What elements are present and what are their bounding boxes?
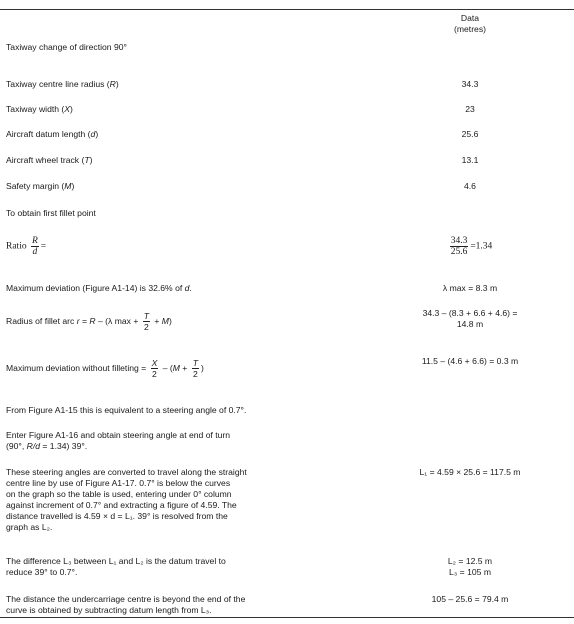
bottom-rule	[0, 617, 574, 618]
ratio-formula: Ratio $\frac{R}{d}$ =	[6, 236, 47, 257]
row-value: 13.1	[461, 155, 479, 165]
row-value: 11.5 – (4.6 + 6.6) = 0.3 m	[421, 356, 519, 366]
row-value: λ max = 8.3 m	[442, 283, 498, 293]
column-header-line1: Data	[460, 13, 480, 23]
row-value: 25.6	[461, 129, 479, 139]
row-label: Aircraft datum length (d)	[6, 129, 99, 139]
row-label: The distance the undercarriage centre is beyond the end of the curve is obtained by subtracting datum length from L₃.	[6, 594, 246, 615]
row-label: Radius of fillet arc r = R – (λ max + $\frac{T}{2}$ + M)	[6, 311, 172, 332]
row-label: Enter Figure A1-16 and obtain steering angle at end of turn (90°, R/d = 1.34) 39°.	[6, 430, 231, 451]
row-label: Taxiway width (X)	[6, 104, 73, 114]
row-label: Maximum deviation (Figure A1-14) is 32.6% of d.	[6, 283, 192, 293]
row-value: 105 – 25.6 = 79.4 m	[431, 594, 509, 604]
row-label: Taxiway change of direction 90°	[6, 42, 127, 52]
row-label: Safety margin (M)	[6, 181, 75, 191]
row-label: Aircraft wheel track (T)	[6, 155, 93, 165]
row-label: To obtain first fillet point	[6, 208, 96, 218]
row-label: Maximum deviation without filleting = $\frac{X}{2}$ – (M + $\frac{T}{2}$ )	[6, 358, 204, 379]
row-label: The difference L₃ between L₁ and L₂ is the datum travel to reduce 39° to 0.7°.	[6, 556, 226, 577]
column-header-line2: (metres)	[454, 24, 486, 34]
row-value: 4.6	[464, 181, 476, 191]
row-value: 34.3 – (8.3 + 6.6 + 4.6) = 14.8 m	[422, 308, 518, 329]
ratio-value: $\frac{34.3}{25.6}$ =1.34	[450, 236, 493, 257]
row-value: 23	[465, 104, 475, 114]
row-label: From Figure A1-15 this is equivalent to a steering angle of 0.7°.	[6, 405, 247, 415]
row-value: 34.3	[461, 79, 479, 89]
top-rule	[0, 9, 574, 10]
row-label: Taxiway centre line radius (R)	[6, 79, 119, 89]
row-value: L₁ = 4.59 × 25.6 = 117.5 m	[419, 467, 521, 477]
row-label: These steering angles are converted to travel along the straight centre line by use of Figure A1-17. 0.7° is below the curves on the graph so the table is used, entering under 0° column against increment of 0.7° and extracting a figure of 4.59. The distance travelled is 4.59 × d = L₁. 39° is resolved from the graph as L₂.	[6, 467, 247, 532]
column-header	[370, 13, 570, 35]
row-value: L₂ = 12.5 m L₃ = 105 m	[447, 556, 493, 577]
